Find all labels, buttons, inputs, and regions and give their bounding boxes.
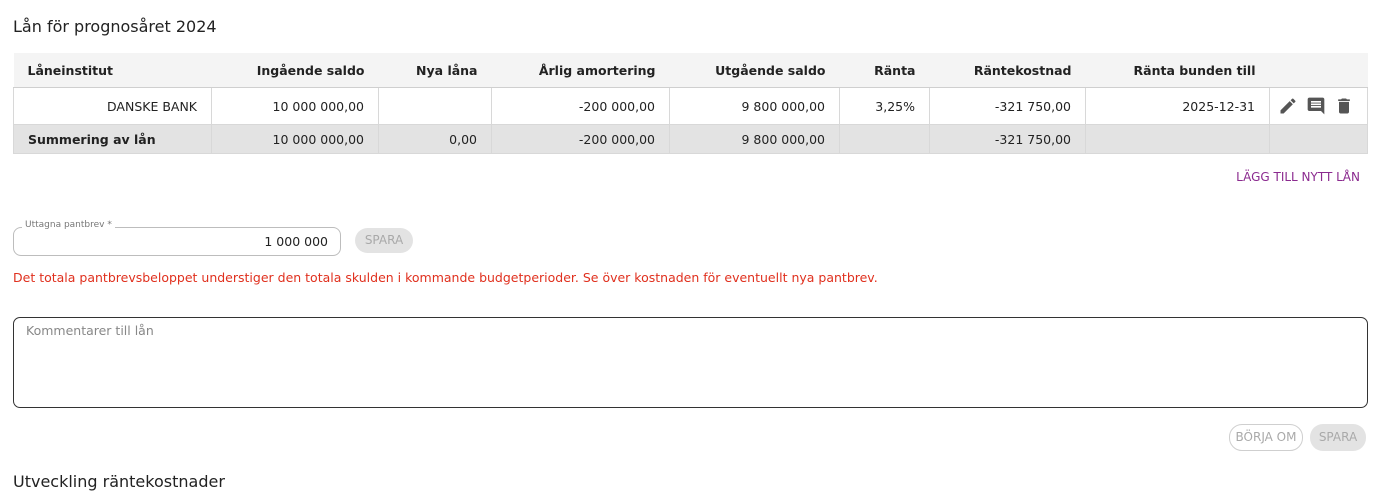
pantbrev-warning: Det totala pantbrevsbeloppet understiger den totala skulden i kommande budgetperioder. Se över kostnaden för eventuellt nya pantbrev.	[13, 270, 878, 285]
col-header-actions	[1270, 53, 1368, 88]
summary-label: Summering av lån	[14, 125, 212, 154]
col-header-rantekostnad: Räntekostnad	[930, 53, 1086, 88]
table-row	[14, 88, 1368, 125]
summary-row	[14, 125, 1368, 154]
col-header-utgaende-saldo: Utgående saldo	[670, 53, 840, 88]
col-header-laneinstitut: Låneinstitut	[14, 53, 212, 88]
pantbrev-save-button[interactable]: SPARA	[355, 228, 413, 253]
cell-ranta: 3,25%	[840, 88, 930, 125]
cell-actions	[1270, 88, 1368, 125]
col-header-ingaende-saldo: Ingående saldo	[212, 53, 379, 88]
cell-laneinstitut: DANSKE BANK	[14, 88, 212, 125]
edit-icon[interactable]	[1278, 96, 1298, 116]
delete-icon[interactable]	[1334, 96, 1354, 116]
col-header-nya-lana: Nya låna	[379, 53, 492, 88]
col-header-arlig-amortering: Årlig amortering	[492, 53, 670, 88]
cell-arlig-amortering: -200 000,00	[492, 88, 670, 125]
table-header-row	[14, 53, 1368, 88]
page-title: Lån för prognosåret 2024	[13, 17, 217, 36]
loans-table	[13, 53, 1368, 154]
summary-nya-lana: 0,00	[379, 125, 492, 154]
reset-button[interactable]: BÖRJA OM	[1229, 424, 1303, 451]
summary-arlig-amortering: -200 000,00	[492, 125, 670, 154]
section-title-rantekostnader: Utveckling räntekostnader	[13, 472, 225, 491]
col-header-ranta: Ränta	[840, 53, 930, 88]
pantbrev-input-value[interactable]: 1 000 000	[264, 234, 328, 249]
cell-rantekostnad: -321 750,00	[930, 88, 1086, 125]
cell-ingaende-saldo: 10 000 000,00	[212, 88, 379, 125]
summary-rantekostnad: -321 750,00	[930, 125, 1086, 154]
cell-utgaende-saldo: 9 800 000,00	[670, 88, 840, 125]
comment-icon[interactable]	[1306, 96, 1326, 116]
summary-actions	[1270, 125, 1368, 154]
summary-ingaende-saldo: 10 000 000,00	[212, 125, 379, 154]
cell-ranta-bunden-till: 2025-12-31	[1086, 88, 1270, 125]
comment-placeholder: Kommentarer till lån	[26, 323, 154, 338]
cell-nya-lana	[379, 88, 492, 125]
pantbrev-field[interactable]	[13, 220, 341, 256]
comment-textarea[interactable]	[13, 317, 1368, 408]
pantbrev-label: Uttagna pantbrev *	[22, 220, 115, 230]
summary-ranta	[840, 125, 930, 154]
save-button[interactable]: SPARA	[1310, 424, 1366, 451]
col-header-ranta-bunden-till: Ränta bunden till	[1086, 53, 1270, 88]
summary-utgaende-saldo: 9 800 000,00	[670, 125, 840, 154]
add-loan-link[interactable]: LÄGG TILL NYTT LÅN	[1236, 170, 1360, 184]
summary-ranta-bunden-till	[1086, 125, 1270, 154]
